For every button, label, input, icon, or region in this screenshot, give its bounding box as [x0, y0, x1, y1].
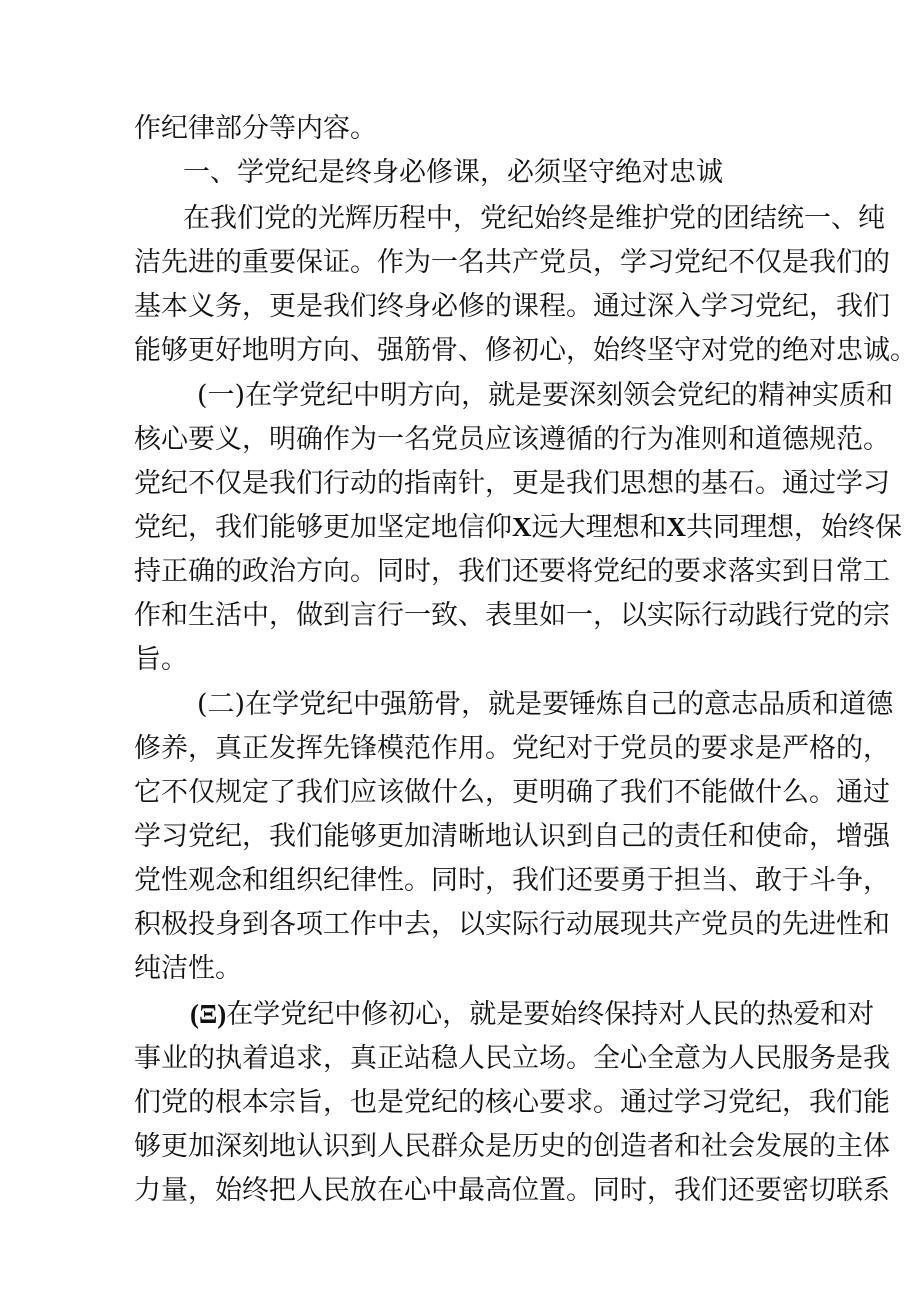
subsection-2-line: 党性观念和组织纪律性。同时，我们还要勇于担当、敢于斗争，: [134, 865, 890, 896]
paragraph-line: 在我们党的光辉历程中，党纪始终是维护党的团结统一、纯: [183, 203, 885, 234]
subsection-1-line: 核心要义，明确作为一名党员应该遵循的行为准则和道德规范。: [134, 424, 890, 455]
subsection-3-marker: (Ξ): [190, 999, 227, 1029]
line-segment: 共同理想，始终保: [686, 512, 902, 543]
subsection-2-line: 修养，真正发挥先锋模范作用。党纪对于党员的要求是严格的，: [134, 733, 890, 764]
subsection-1-line: 作和生活中，做到言行一致、表里如一，以实际行动践行党的宗: [134, 600, 890, 631]
paragraph-line: 基本义务，更是我们终身必修的课程。通过深入学习党纪，我们: [134, 291, 890, 322]
subsection-2-line: 纯洁性。: [134, 953, 242, 984]
paragraph-line: 能够更好地明方向、强筋骨、修初心，始终坚守对党的绝对忠诚。: [134, 335, 917, 366]
line-segment: 党纪，我们能够更加坚定地信仰: [134, 512, 512, 543]
paragraph-line: 洁先进的重要保证。作为一名共产党员，学习党纪不仅是我们的: [134, 247, 890, 278]
subsection-1-line: 持正确的政治方向。同时，我们还要将党纪的要求落实到日常工: [134, 556, 890, 587]
subsection-2-line: 学习党纪，我们能够更加清晰地认识到自己的责任和使命，增强: [134, 821, 890, 852]
subsection-1-line: 旨。: [134, 644, 188, 675]
subsection-2-line: 它不仅规定了我们应该做什么，更明确了我们不能做什么。通过: [134, 777, 890, 808]
subsection-1-line: 党纪不仅是我们行动的指南针，更是我们思想的基石。通过学习: [134, 468, 890, 499]
redacted-x-mark: X: [512, 512, 532, 542]
subsection-1-line: [134, 514, 902, 541]
subsection-3-line: 们党的根本宗旨，也是党纪的核心要求。通过学习党纪，我们能: [134, 1087, 890, 1118]
subsection-2-line: 积极投身到各项工作中去，以实际行动展现共产党员的先进性和: [134, 909, 890, 940]
line-segment: 在学党纪中修初心，就是要始终保持对人民的热爱和对: [226, 999, 875, 1030]
section-heading: 一、学党纪是终身必修课，必须坚守绝对忠诚: [183, 157, 723, 188]
subsection-2-line: (二)在学党纪中强筋骨，就是要锤炼自己的意志品质和道德: [197, 689, 894, 720]
subsection-3-line: 力量，始终把人民放在心中最高位置。同时，我们还要密切联系: [134, 1175, 890, 1206]
subsection-3-line: [190, 1001, 874, 1028]
redacted-x-mark: X: [666, 512, 686, 542]
line-segment: 远大理想和: [531, 512, 667, 543]
subsection-3-line: 够更加深刻地认识到人民群众是历史的创造者和社会发展的主体: [134, 1131, 890, 1162]
intro-tail-line: 作纪律部分等内容。: [134, 113, 377, 144]
subsection-1-line: (一)在学党纪中明方向，就是要深刻领会党纪的精神实质和: [197, 380, 894, 411]
subsection-3-line: 事业的执着追求，真正站稳人民立场。全心全意为人民服务是我: [134, 1043, 890, 1074]
